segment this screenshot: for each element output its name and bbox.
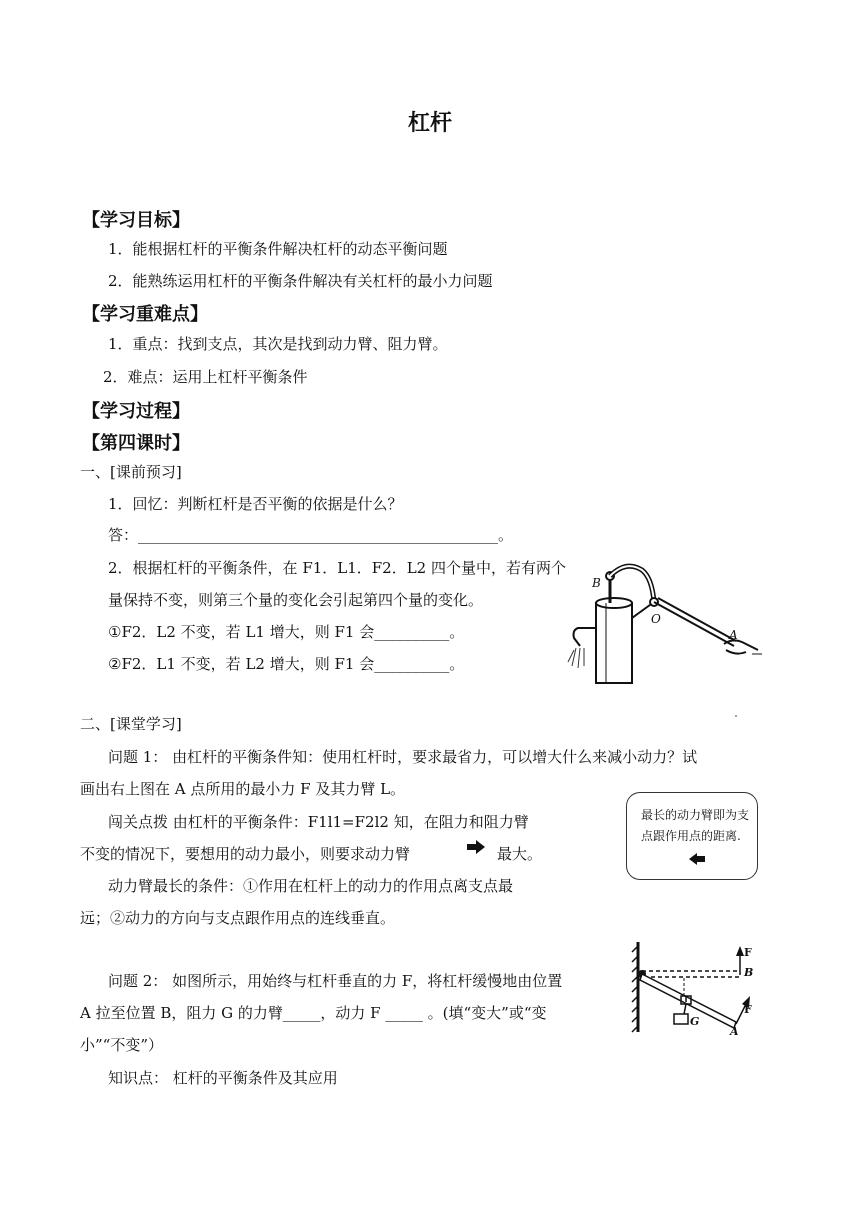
objectives-heading: 【学习目标】 — [82, 210, 190, 231]
arrow-left-icon — [689, 853, 705, 865]
hint-paragraph: 最大。 — [497, 845, 543, 863]
objective-item: 1．能根据杠杆的平衡条件解决杠杆的动态平衡问题 — [108, 240, 448, 258]
hint-callout-text: 最长的动力臂即为支点跟作用点的距离. — [641, 808, 750, 843]
condition-paragraph: 远；②动力的方向与支点跟作用点的连线垂直。 — [80, 909, 396, 927]
classroom-heading: 二、[课堂学习] — [80, 715, 182, 733]
problem-1-line: 问题 1： 由杠杆的平衡条件知：使用杠杆时，要求最省力，可以增大什么来减小动力？试 — [108, 748, 698, 766]
figure2-label-a: A — [730, 1025, 739, 1038]
question-2-a: ①F2．L2 不变，若 L1 增大，则 F1 会__________。 — [108, 623, 465, 641]
question-2-b: ②F2．L1 不变，若 L2 增大，则 F1 会__________。 — [108, 655, 465, 673]
objective-item: 2．能熟练运用杠杆的平衡条件解决有关杠杆的最小力问题 — [108, 272, 493, 290]
key-points-heading: 【学习重难点】 — [82, 304, 208, 325]
problem-2-line: A 拉至位置 B，阻力 G 的力臂_____，动力 F _____ 。(填“变大”或“变 — [80, 1004, 547, 1022]
arrow-right-icon — [467, 840, 485, 854]
hint-callout — [626, 792, 758, 880]
question-1: 1．回忆：判断杠杆是否平衡的依据是什么？ — [108, 495, 403, 513]
preview-heading: 一、[课前预习] — [80, 463, 182, 481]
page-title: 杠杆 — [407, 111, 452, 136]
hint-paragraph: 不变的情况下，要想用的动力最小，则要求动力臂 — [80, 845, 411, 863]
question-2-line: 2．根据杠杆的平衡条件，在 F1．L1．F2．L2 四个量中，若有两个 — [108, 559, 566, 577]
key-point-item: 1．重点：找到支点，其次是找到动力臂、阻力臂。 — [108, 335, 448, 353]
key-point-item: 2．难点：运用上杠杆平衡条件 — [103, 368, 308, 386]
figure2-label-b: B — [744, 966, 754, 979]
figure2-label-f-top: F — [744, 946, 752, 959]
figure1-label-o: O — [651, 612, 661, 626]
lesson-heading: 【第四课时】 — [82, 433, 190, 454]
question-2-line: 量保持不变，则第三个量的变化会引起第四个量的变化。 — [108, 591, 484, 609]
problem-2-line: 小”“不变”） — [80, 1036, 164, 1054]
figure2-label-f-bottom: F — [744, 1003, 752, 1016]
answer-line: 答：________________________________________________。 — [108, 526, 514, 544]
hint-paragraph: 闯关点拨 由杠杆的平衡条件：F1l1=F2l2 知，在阻力和阻力臂 — [108, 813, 529, 831]
knowledge-point: 知识点： 杠杆的平衡条件及其应用 — [108, 1069, 338, 1087]
figure1-label-a: A — [729, 628, 738, 642]
problem-2-line: 问题 2： 如图所示，用始终与杠杆垂直的力 F，将杠杆缓慢地由位置 — [108, 972, 563, 990]
figure1-label-b: B — [592, 576, 601, 590]
process-heading: 【学习过程】 — [82, 401, 190, 422]
problem-1-line: 画出右上图在 A 点所用的最小力 F 及其力臂 L。 — [80, 780, 406, 798]
condition-paragraph: 动力臂最长的条件：①作用在杠杆上的动力的作用点离支点最 — [108, 877, 514, 895]
figure2-label-g: G — [690, 1015, 700, 1028]
